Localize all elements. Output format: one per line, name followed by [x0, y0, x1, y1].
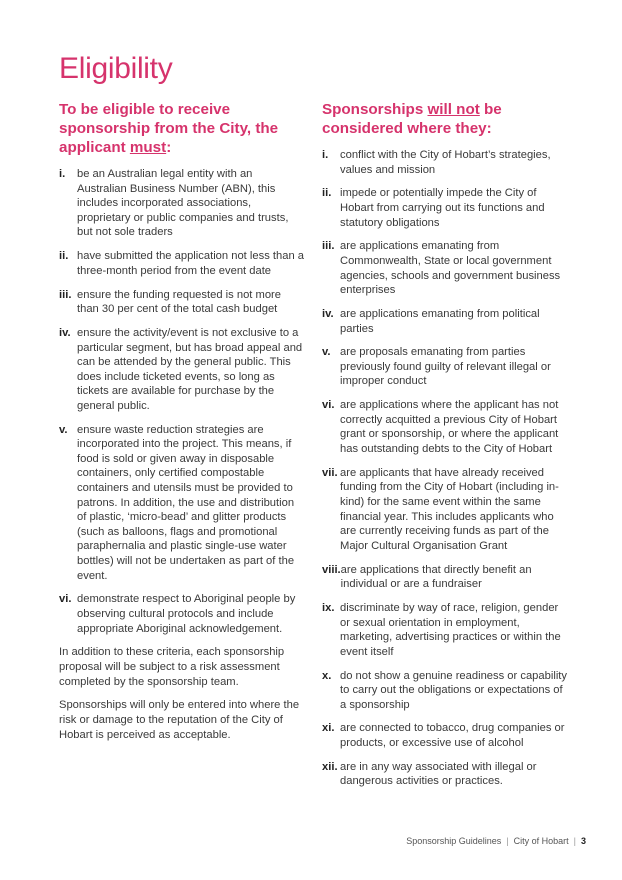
item-text: impede or potentially impede the City of Hobart from carrying out its functions and statutory obligations	[340, 187, 545, 229]
list-item	[59, 288, 304, 317]
item-number: x.	[322, 669, 332, 682]
item-number: i.	[59, 168, 66, 180]
exclusion-list	[322, 148, 570, 789]
item-number: vii.	[322, 466, 338, 479]
item-text: conflict with the City of Hobart’s strategies, values and mission	[340, 149, 551, 176]
item-text: discriminate by way of race, religion, gender or sexual orientation in employment, marketing, advertising practices or within the event itself	[340, 601, 561, 658]
item-text: are applications that directly benefit an individual or are a fundraiser	[340, 563, 532, 591]
item-text: ensure the activity/event is not exclusive to a particular segment, but has broad appeal and can be attended by the general public. This does include ticketed events, so long as tickets are available for purchase by the general public.	[77, 326, 303, 412]
item-number: vi.	[322, 399, 335, 412]
risk-assessment-paragraph: In addition to these criteria, each sponsorship proposal will be subject to a risk assessment completed by the sponsorship team.	[59, 646, 285, 688]
list-item	[59, 592, 304, 636]
list-item	[59, 249, 304, 278]
eligibility-criteria-column	[59, 100, 304, 751]
exclusion-criteria-column	[322, 100, 570, 798]
list-item	[322, 466, 570, 554]
item-text: are applications where the applicant has not correctly acquitted a previous City of Hobart grant or sponsorship, or where the applicant has outstanding debts to the City of Hobart	[340, 399, 559, 456]
page-title: Eligibility	[59, 52, 173, 85]
item-text: have submitted the application not less than a three-month period from the event date	[77, 250, 305, 277]
heading-text-end: be considered where they:	[322, 101, 502, 137]
item-number: iv.	[322, 307, 334, 320]
item-number: vi.	[59, 593, 72, 606]
list-item	[59, 423, 304, 584]
reputation-paragraph: Sponsorships will only be entered into where the risk or damage to the reputation of the City of Hobart is perceived as acceptable.	[59, 699, 300, 741]
item-number: viii.	[322, 563, 341, 576]
heading-emphasis: must	[129, 139, 167, 156]
item-text: are connected to tobacco, drug companies or products, or excessive use of alcohol	[340, 722, 565, 750]
item-number: iv.	[59, 326, 71, 339]
page-number: 3	[580, 836, 586, 846]
item-text: are applicants that have already received funding from the City of Hobart (including in-kind) for the same event within the same financial year. This includes applicants who are currently receiving funds as part of the Major Cultural Organisation Grant	[340, 466, 559, 552]
item-number: i.	[322, 149, 329, 161]
list-item	[322, 563, 570, 592]
item-number: ii.	[59, 250, 69, 263]
heading-text-end: :	[166, 139, 172, 156]
list-item	[322, 721, 570, 750]
list-item	[322, 669, 570, 713]
list-item	[322, 186, 570, 230]
item-number: iii.	[322, 240, 335, 253]
list-item	[59, 167, 304, 240]
item-number: v.	[322, 346, 331, 359]
item-text: demonstrate respect to Aboriginal people by observing cultural protocols and include appropriate Aboriginal acknowledgement.	[77, 593, 296, 635]
item-text: be an Australian legal entity with an Australian Business Number (ABN), this includes incorporated associations, proprietary or public companies and trusts, but not sole traders	[77, 168, 289, 239]
item-text: ensure the funding requested is not more than 30 per cent of the total cash budget	[77, 288, 281, 316]
list-item	[322, 148, 570, 177]
item-text: do not show a genuine readiness or capability to carry out the obligations or expectations of a sponsorship	[340, 669, 568, 711]
item-text: are in any way associated with illegal or dangerous activities or practices.	[340, 760, 537, 788]
item-number: xi.	[322, 722, 335, 735]
exclusion-heading	[322, 100, 570, 138]
list-item	[322, 307, 570, 336]
heading-text: Sponsorships	[322, 101, 428, 118]
list-item	[322, 239, 570, 297]
footer-doc-title: Sponsorship Guidelines	[406, 836, 502, 846]
list-item	[322, 345, 570, 389]
item-text: ensure waste reduction strategies are incorporated into the project. This means, if food is sold or given away in disposable containers, only certified compostable containers and utensils must be provided to patrons. In addition, the use and distribution of plastic, ‘micro-bead’ and glitter products (such as balloons, flags and promotional paraphernalia and plastic single-use water bottles) will not be undertaken as part of the event.	[77, 423, 295, 582]
item-number: ii.	[322, 187, 332, 200]
item-number: v.	[59, 423, 68, 436]
list-item	[322, 601, 570, 659]
footer-separator: |	[506, 836, 509, 846]
footer-separator: |	[573, 836, 576, 846]
item-number: iii.	[59, 288, 72, 301]
footer-org: City of Hobart	[513, 836, 569, 846]
page-footer	[406, 836, 586, 846]
item-number: ix.	[322, 601, 335, 614]
item-text: are proposals emanating from parties previously found guilty of relevant illegal or improper conduct	[340, 346, 551, 388]
heading-text: To be eligible to receive sponsorship from the City, the applicant	[59, 101, 279, 156]
item-number: xii.	[322, 760, 338, 773]
heading-emphasis: will not	[427, 101, 480, 118]
item-text: are applications emanating from Commonwealth, State or local government agencies, schools and government business enterprises	[340, 240, 561, 297]
item-text: are applications emanating from political parties	[340, 307, 540, 335]
list-item	[322, 760, 570, 789]
list-item	[59, 326, 304, 414]
eligibility-list	[59, 167, 304, 636]
list-item	[322, 398, 570, 456]
eligibility-heading	[59, 100, 304, 157]
